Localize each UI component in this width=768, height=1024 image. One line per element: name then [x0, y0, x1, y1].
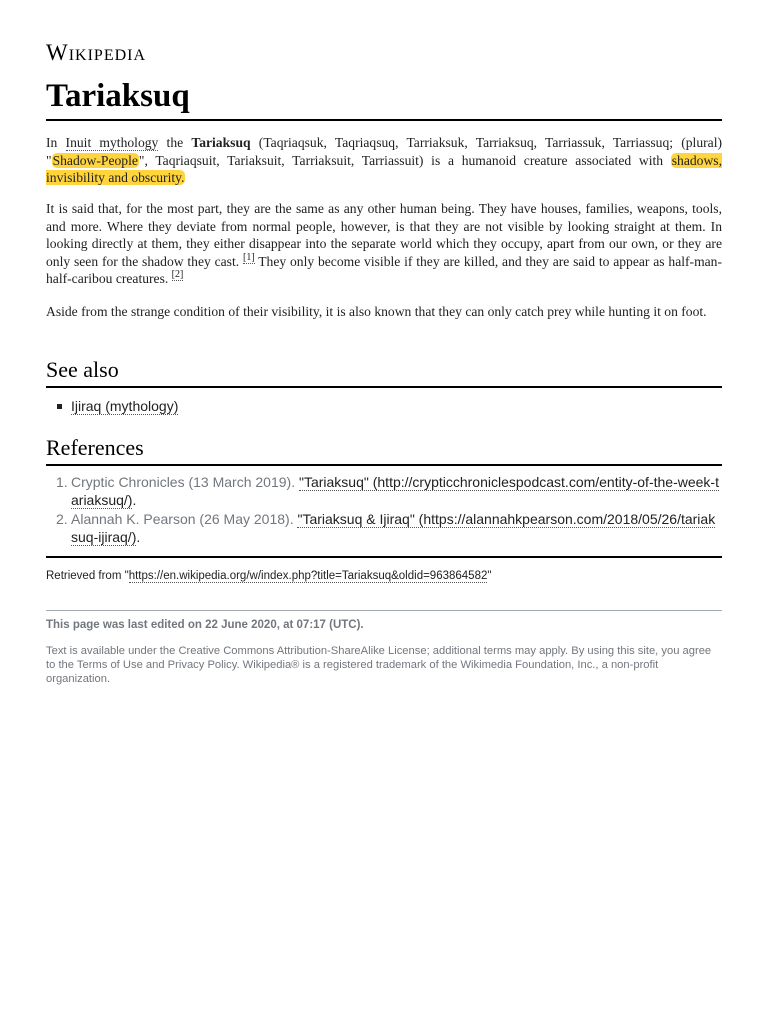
reference-item [46, 511, 722, 546]
paragraph-hunting: Aside from the strange condition of their visibility, it is also known that they can only catch prey while hunting it on foot. [46, 304, 707, 319]
text: . [132, 491, 137, 508]
page-title: Tariaksuq [46, 76, 722, 121]
reference-author: Alannah K. Pearson (26 May 2018). [71, 511, 294, 527]
footer-divider [46, 610, 722, 611]
list-item [46, 396, 722, 416]
text: It is said that, for the most part, they are the same as any other human being. They have houses, families, weapons, tools, and more. Where they deviate from normal people, however, is that they are not visible by looking straight at them. In looking directly at them, they either disappear into the separate world which they occupy, apart from our own, or they are only seen for the shadow they cast. [46, 201, 722, 269]
text: In [46, 135, 66, 150]
text: ", Taqriaqsuit, Tariaksuit, Tarriaksuit, Tarriassuit) is a humanoid creature associated with [138, 152, 671, 168]
reference-link-1[interactable]: "Tariaksuq" (http://crypticchroniclespodcast.com/entity-of-the-week-tariaksuq/) [71, 474, 719, 508]
paragraph-intro [46, 134, 722, 187]
retrieved-from [46, 570, 722, 582]
reference-number: 1. [56, 474, 68, 490]
references-list [46, 474, 722, 548]
last-edited: This page was last edited on 22 June 2020, at 07:17 (UTC). [46, 619, 364, 631]
paragraph-description [46, 200, 722, 288]
reference-number: 2. [56, 511, 68, 527]
text: (Taqriaqsuk, Taqriaqsuq, Tarriaksuk, Tarriaksuq, Tarriassuk, Tarriassuq; (plural) " [46, 135, 722, 168]
retrieved-link[interactable]: https://en.wikipedia.org/w/index.php?title=Tariaksuq&oldid=963864582 [128, 570, 488, 582]
highlight-shadow-people: Shadow-People [52, 152, 138, 168]
link-inuit-mythology[interactable]: Inuit mythology [65, 135, 159, 150]
text: . [136, 528, 141, 545]
text: Retrieved from " [46, 570, 129, 582]
highlight-shadows: shadows, invisibility and obscurity. [46, 152, 722, 185]
reference-author: Cryptic Chronicles (13 March 2019). [71, 474, 296, 490]
see-also-heading: See also [46, 356, 722, 388]
see-also-list [46, 396, 722, 416]
reference-link-2[interactable]: "Tariaksuq & Ijiraq" (https://alannahkpearson.com/2018/05/26/tariaksuq-ijiraq/) [71, 511, 716, 545]
license-text: Text is available under the Creative Commons Attribution-ShareAlike License; additional terms may apply. By using this site, you agree to the Terms of Use and Privacy Policy. Wikipedia® is a registered trademark of the Wikimedia Foundation, Inc., a non-profit organization. [46, 645, 712, 685]
content-divider [46, 556, 722, 558]
citation-1-link[interactable]: [1] [242, 251, 255, 263]
bullet-icon [57, 404, 62, 409]
text: They only become visible if they are killed, and they are said to appear as half-man-half-caribou creatures. [46, 253, 722, 286]
reference-item [46, 474, 722, 509]
link-ijiraq[interactable]: Ijiraq (mythology) [71, 398, 179, 414]
references-heading: References [46, 434, 722, 466]
text: " [487, 570, 492, 582]
citation-2-link[interactable]: [2] [171, 269, 184, 281]
text: the [158, 135, 192, 150]
bold-term: Tariaksuq [191, 135, 251, 150]
wikipedia-wordmark-logo[interactable]: Wikipedia [46, 40, 147, 65]
